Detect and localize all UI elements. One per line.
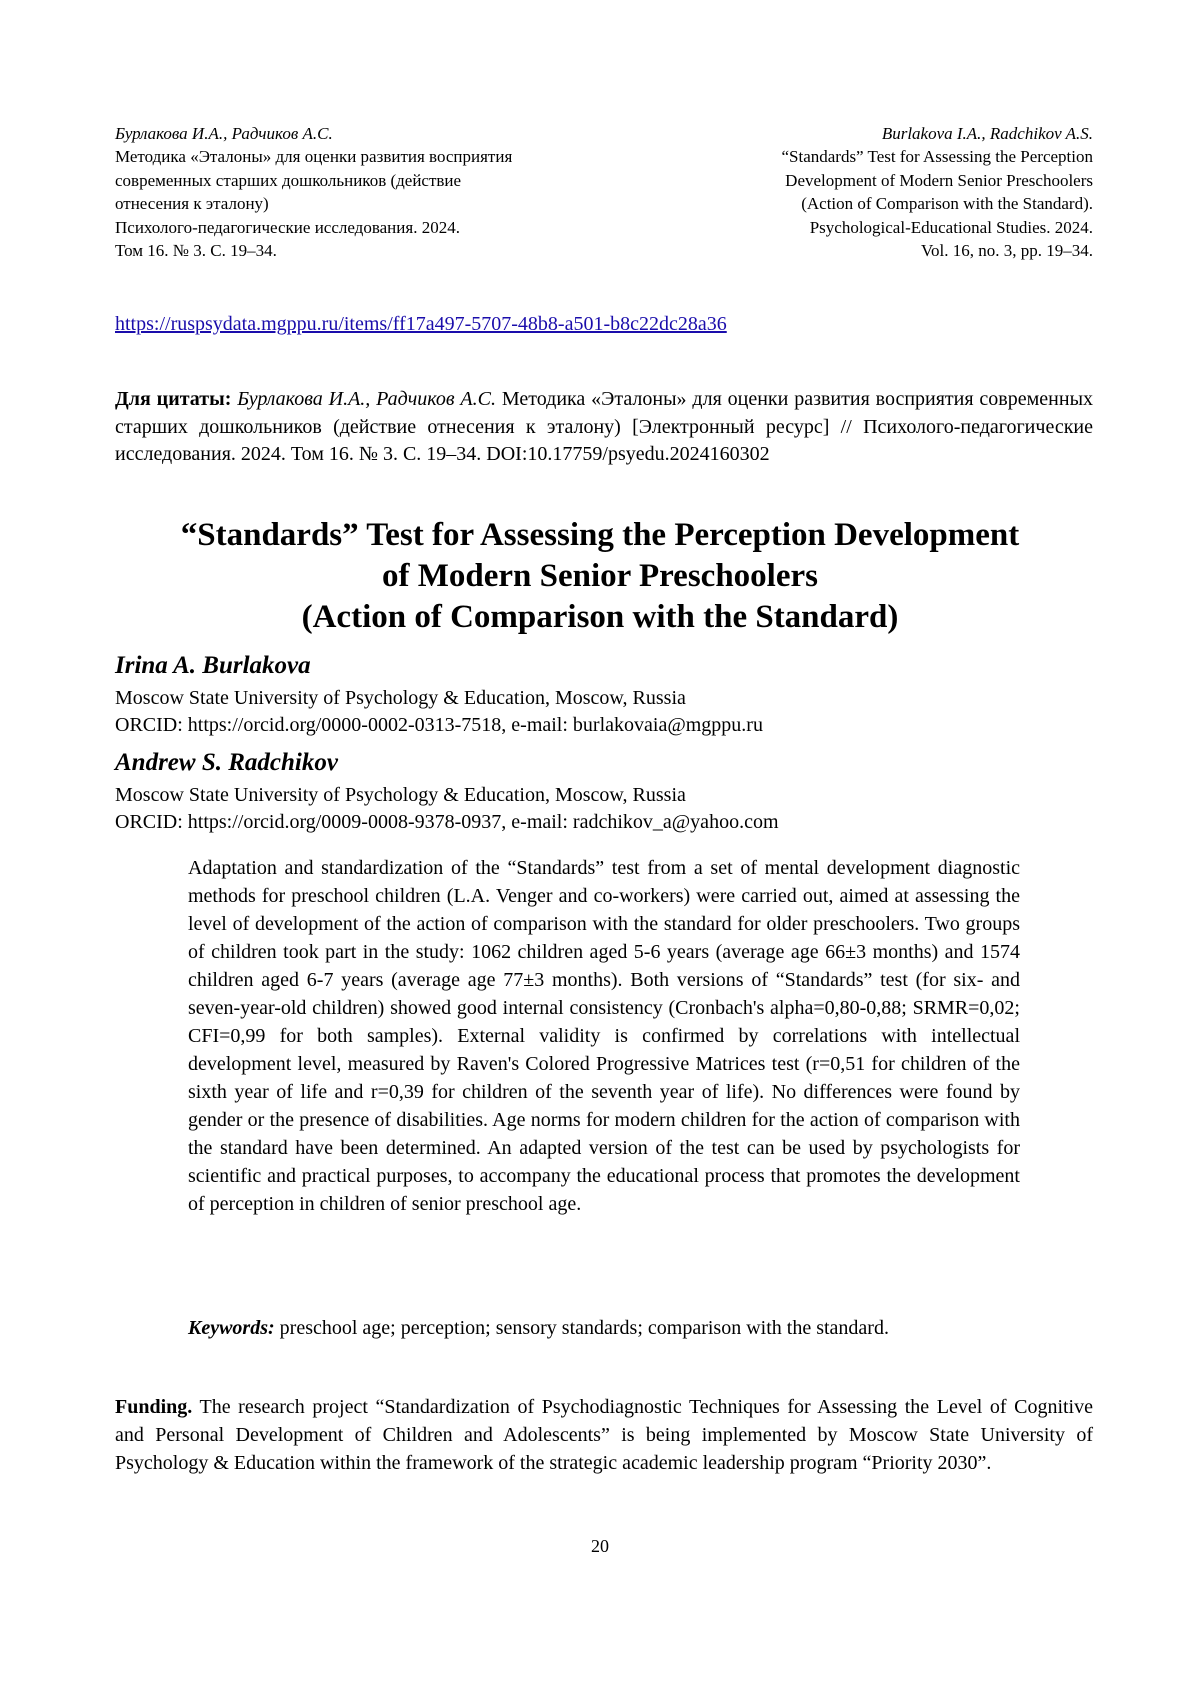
author-name: Irina A. Burlakova	[115, 652, 311, 679]
citation-authors: Бурлакова И.А., Радчиков А.С.	[237, 388, 496, 410]
running-header-english	[573, 122, 1093, 262]
author-name: Andrew S. Radchikov	[115, 749, 338, 776]
header-line-en: “Standards” Test for Assessing the Perception	[781, 147, 1093, 167]
citation-text: Методика «Эталоны» для оценки развития восприятия современных старших дошкольников (действие отнесения к эталону) [Электронный ресурс] // Психолого-педагогические исследования. 2024. Том 16. № 3. С. 19–34. DOI:10.17759/psyedu.2024160302	[115, 388, 1094, 465]
header-line-ru: современных старших дошкольников (действие	[115, 170, 462, 190]
title-line: “Standards” Test for Assessing the Perception Development	[180, 517, 1020, 553]
header-line-en: Vol. 16, no. 3, pp. 19–34.	[920, 241, 1093, 261]
header-line-ru: отнесения к эталону)	[115, 194, 269, 214]
paper-title	[80, 515, 1120, 638]
citation-block	[115, 386, 1093, 469]
header-line-en: Psychological-Educational Studies. 2024.	[809, 217, 1093, 237]
running-header-russian	[115, 122, 635, 262]
funding-text: The research project “Standardization of Psychodiagnostic Techniques for Assessing the Level of Cognitive and Personal Development of Children and Adolescents” is being implemented by Moscow State University of Psychology & Education within the framework of the strategic academic leadership program “Priority 2030”.	[115, 1396, 1093, 1474]
keywords-label: Keywords:	[188, 1317, 275, 1339]
page-number: 20	[591, 1536, 609, 1556]
keywords-block	[188, 1314, 1020, 1342]
header-authors-en: Burlakova I.A., Radchikov A.S.	[881, 124, 1093, 143]
header-line-ru: Том 16. № 3. С. 19–34.	[115, 241, 277, 261]
keywords-text: preschool age; perception; sensory standards; comparison with the standard.	[279, 1317, 889, 1339]
author-contact: ORCID: https://orcid.org/0009-0008-9378-0937, e-mail: radchikov_a@yahoo.com	[115, 811, 779, 833]
header-line-ru: Методика «Эталоны» для оценки развития восприятия	[115, 147, 513, 167]
author-affiliation: Moscow State University of Psychology & Education, Moscow, Russia	[115, 687, 686, 709]
funding-label: Funding.	[115, 1396, 193, 1418]
header-line-en: Development of Modern Senior Preschoolers	[785, 170, 1093, 190]
header-authors-ru: Бурлакова И.А., Радчиков А.С.	[115, 124, 333, 143]
author-affiliation: Moscow State University of Psychology & Education, Moscow, Russia	[115, 784, 686, 806]
header-line-ru: Психолого-педагогические исследования. 2024.	[115, 217, 460, 237]
dataset-link[interactable]: https://ruspsydata.mgppu.ru/items/ff17a497-5707-48b8-a501-b8c22dc28a36	[115, 313, 727, 335]
author-contact: ORCID: https://orcid.org/0000-0002-0313-7518, e-mail: burlakovaia@mgppu.ru	[115, 714, 763, 736]
header-line-en: (Action of Comparison with the Standard).	[801, 194, 1093, 214]
citation-label: Для цитаты:	[115, 388, 232, 410]
title-line: of Modern Senior Preschoolers	[382, 558, 818, 594]
title-line: (Action of Comparison with the Standard)	[301, 599, 899, 635]
abstract: Adaptation and standardization of the “Standards” test from a set of mental development diagnostic methods for preschool children (L.A. Venger and co-workers) were carried out, aimed at assessing the level of development of the action of comparison with the standard for older preschoolers. Two groups of children took part in the study: 1062 children aged 5-6 years (average age 66±3 months) and 1574 children aged 6-7 years (average age 77±3 months). Both versions of “Standards” test (for six- and seven-year-old children) showed good internal consistency (Cronbach's alpha=0,80-0,88; SRMR=0,02; CFI=0,99 for both samples). External validity is confirmed by correlations with intellectual development level, measured by Raven's Colored Progressive Matrices test (r=0,51 for children of the sixth year of life and r=0,39 for children of the seventh year of life). No differences were found by gender or the presence of disabilities. Age norms for modern children for the action of comparison with the standard have been determined. An adapted version of the test can be used by psychologists for scientific and practical purposes, to accompany the educational process that promotes the development of perception in children of senior preschool age.	[188, 857, 1020, 1215]
funding-block	[115, 1393, 1093, 1477]
